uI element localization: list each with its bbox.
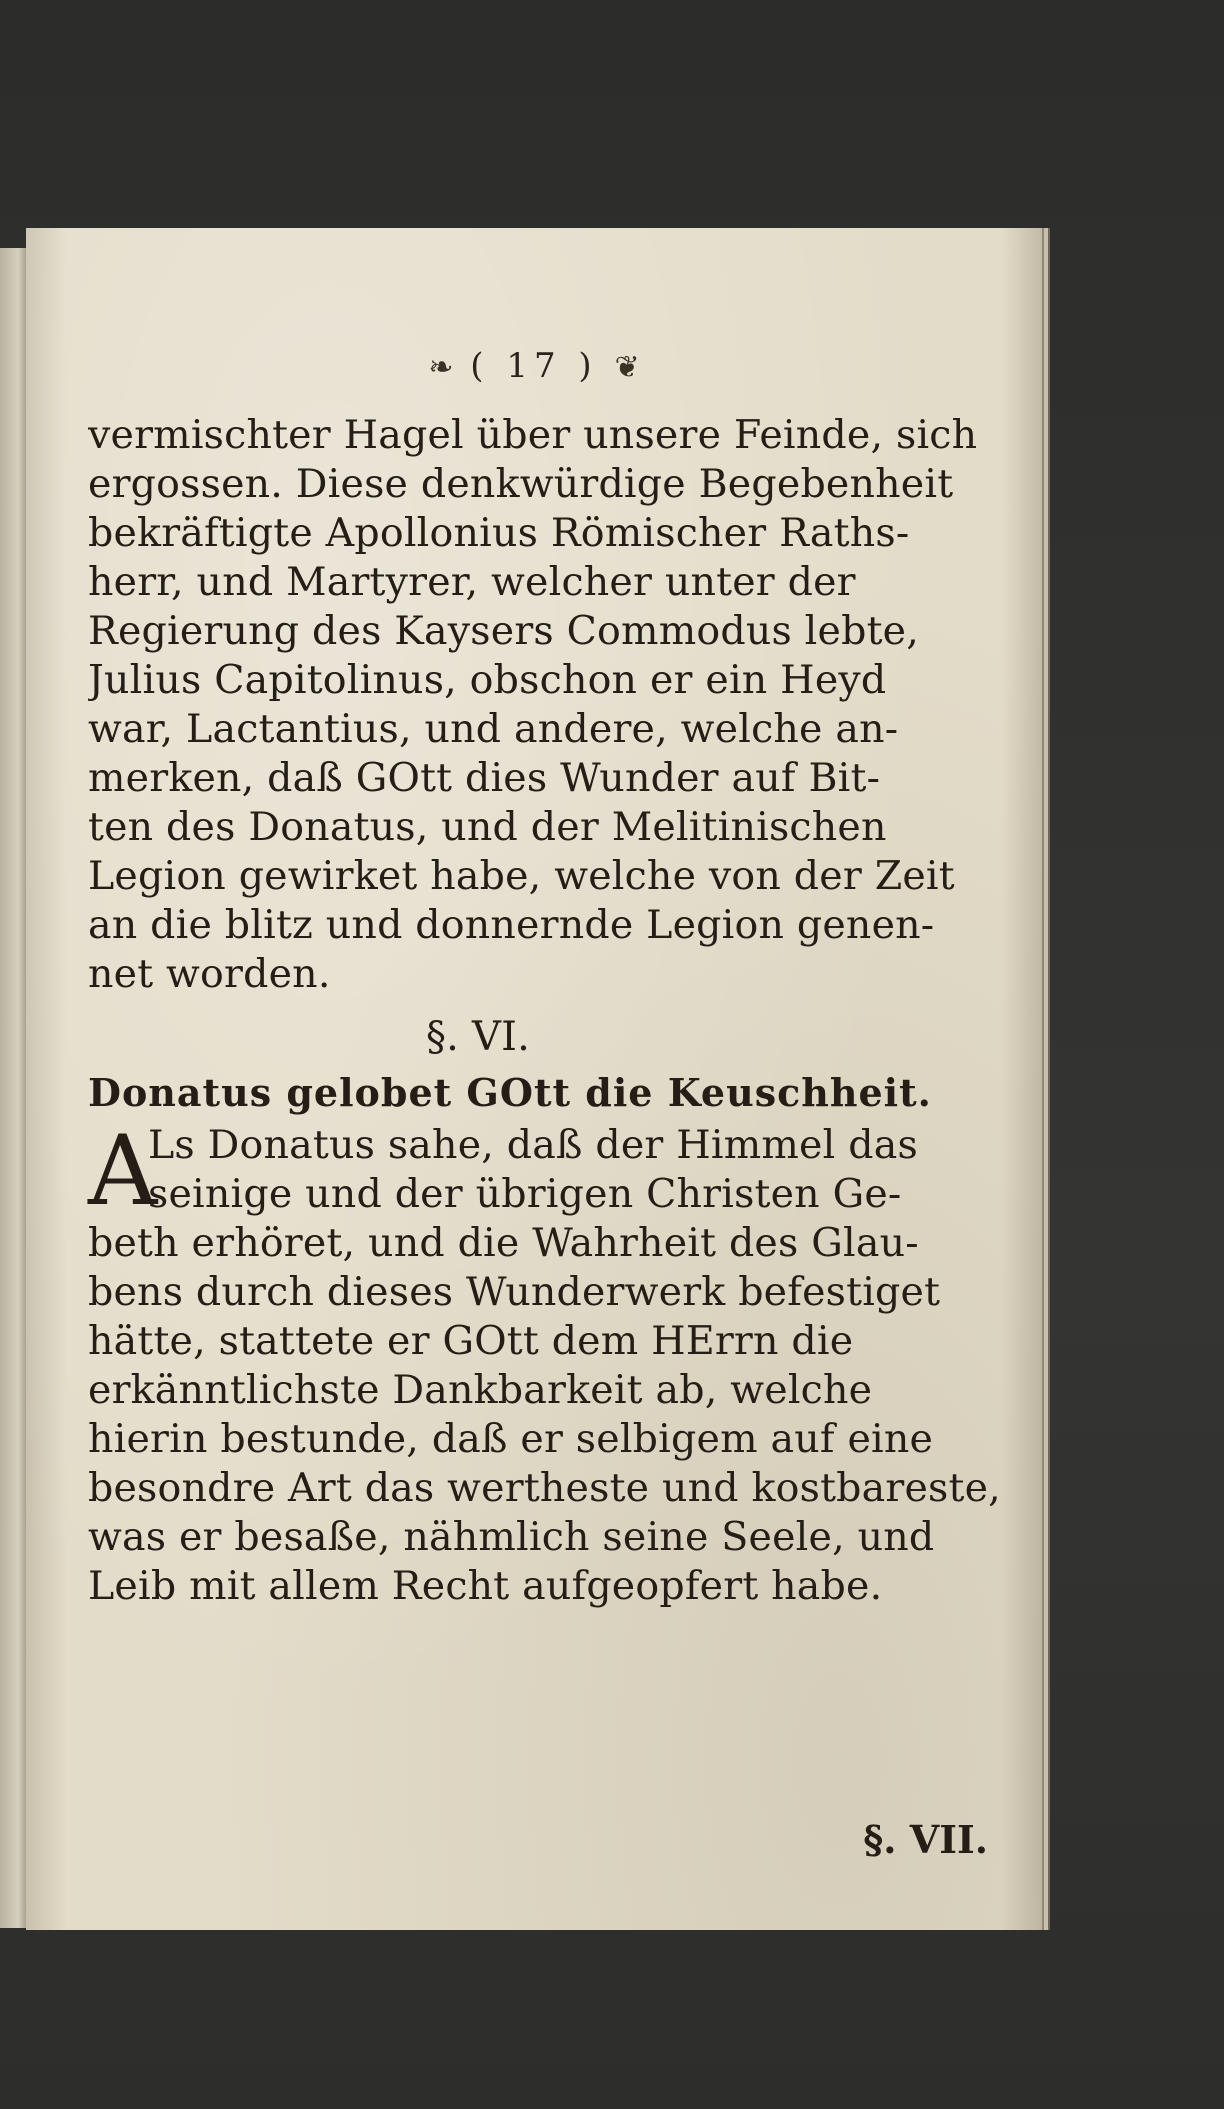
text-line: Julius Capitolinus, obschon er ein Heyd (88, 657, 887, 703)
text-line: bens durch dieses Wunderwerk befestiget (88, 1269, 941, 1315)
ornament-left-icon: ❧ (428, 350, 454, 385)
text-line: ten des Donatus, und der Melitinischen (88, 804, 887, 850)
text-line: net worden. (88, 951, 331, 997)
text-line: herr, und Martyrer, welcher unter der (88, 559, 856, 605)
text-line: ergossen. Diese denkwürdige Begebenheit (88, 461, 954, 507)
text-line: erkänntlichste Dankbarkeit ab, welche (88, 1367, 873, 1413)
text-line: war, Lactantius, und andere, welche an- (88, 706, 899, 752)
text-line: Regierung des Kaysers Commodus lebte, (88, 608, 919, 654)
page-number: ( 17 ) (470, 346, 598, 386)
page-body (88, 411, 1018, 1611)
drop-capital: A (88, 1115, 158, 1227)
book-page (26, 228, 1042, 1930)
page-header (26, 346, 1042, 386)
text-line: Ls Donatus sahe, daß der Himmel das (148, 1122, 918, 1168)
text-line: seinige und der übrigen Christen Ge- (148, 1171, 902, 1217)
text-line: hätte, stattete er GOtt dem HErrn die (88, 1318, 854, 1364)
paragraph-2 (88, 1115, 1018, 1611)
section-title: Donatus gelobet GOtt die Keuschheit. (88, 1070, 932, 1115)
text-line: hierin bestunde, daß er selbigem auf eine (88, 1416, 934, 1462)
section-number: §. VI. (425, 1014, 531, 1060)
catchword: §. VII. (863, 1817, 988, 1862)
ornament-right-icon: ❦ (614, 350, 640, 385)
text-line: vermischter Hagel über unsere Feinde, sich (88, 412, 978, 458)
paragraph-1 (88, 411, 1018, 999)
text-line: beth erhöret, und die Wahrheit des Glau- (88, 1220, 919, 1266)
text-line: an die blitz und donnernde Legion genen- (88, 902, 935, 948)
text-line: was er besaße, nähmlich seine Seele, und (88, 1514, 935, 1560)
text-line: Legion gewirket habe, welche von der Zeit (88, 853, 955, 899)
facing-page-edge (0, 248, 26, 1928)
text-line: bekräftigte Apollonius Römischer Raths- (88, 510, 910, 556)
text-line: merken, daß GOtt dies Wunder auf Bit- (88, 755, 881, 801)
text-line: besondre Art das wertheste und kostbareste, (88, 1465, 1001, 1511)
text-line: Leib mit allem Recht aufgeopfert habe. (88, 1563, 883, 1609)
